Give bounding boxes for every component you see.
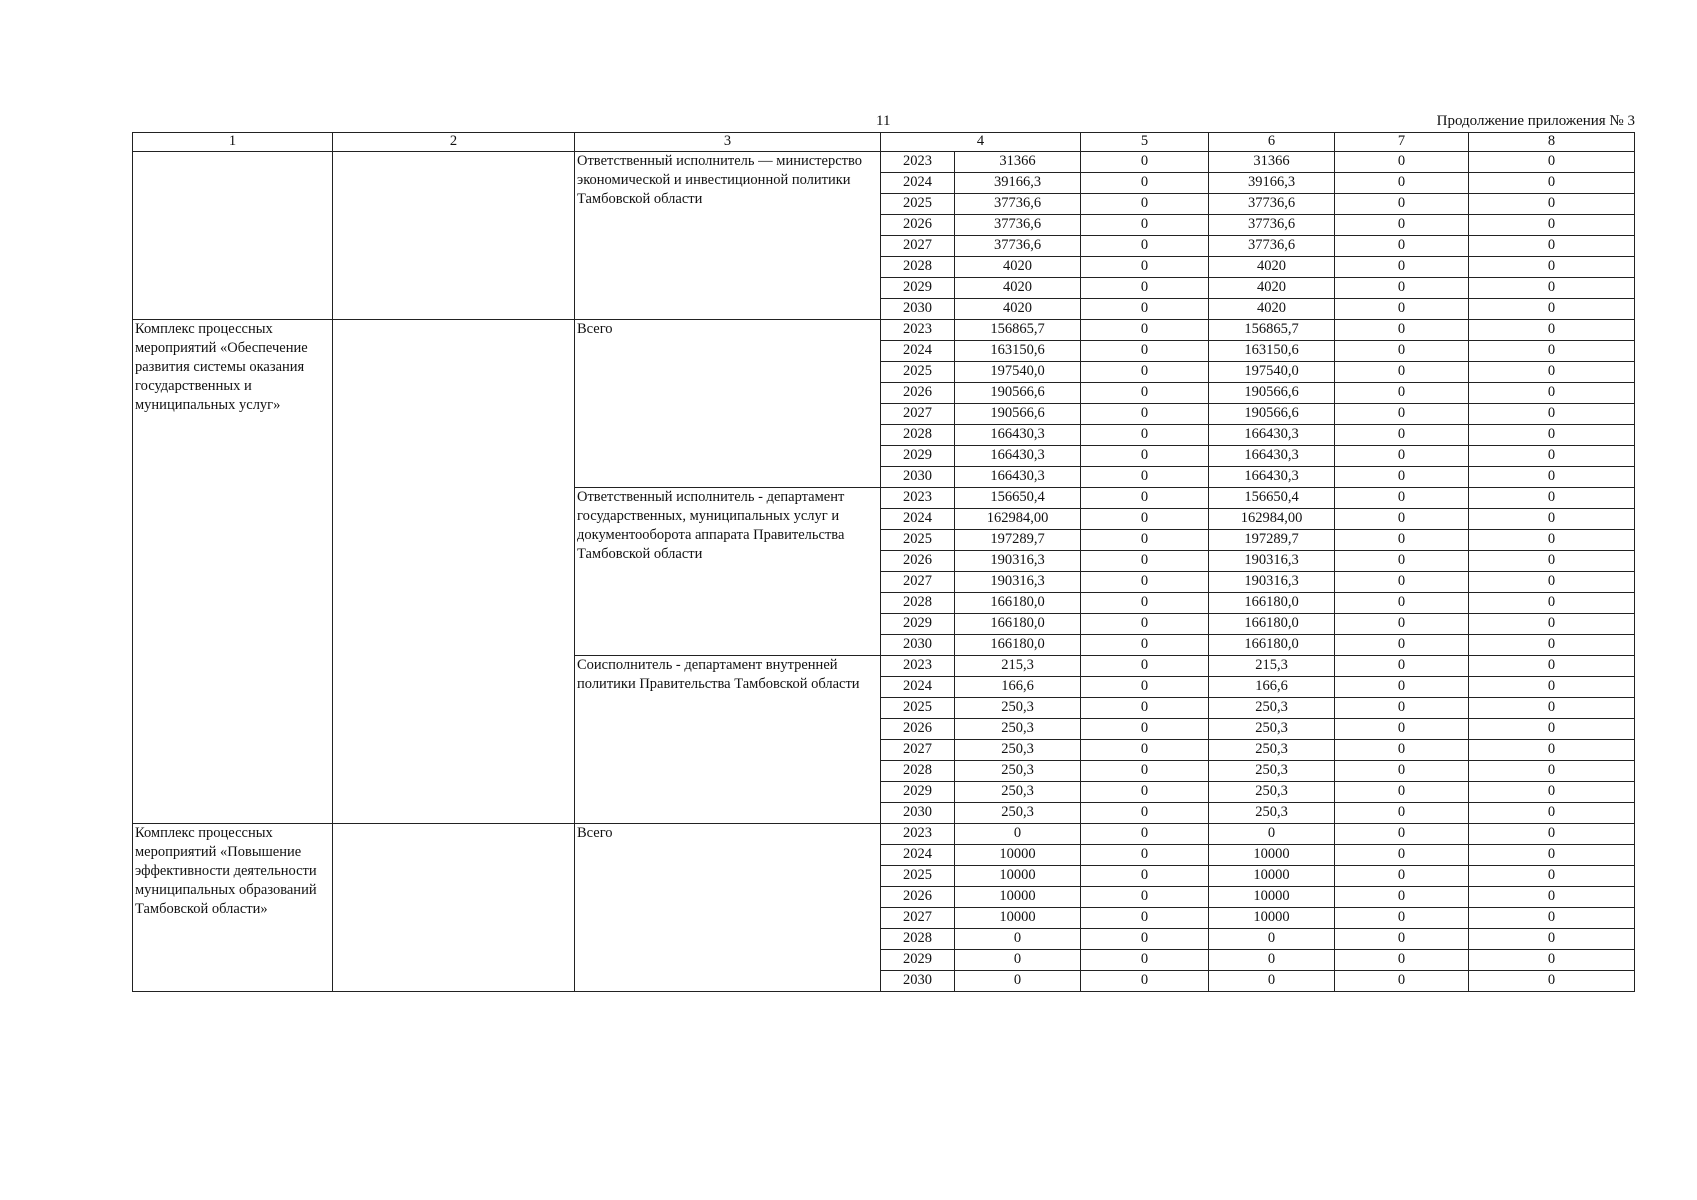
total-cell: 162984,00 — [955, 509, 1081, 530]
column-6-cell: 0 — [1209, 824, 1335, 845]
column-6-cell: 0 — [1209, 950, 1335, 971]
column-8-cell: 0 — [1469, 488, 1635, 509]
column-7-cell: 0 — [1335, 446, 1469, 467]
total-cell: 250,3 — [955, 740, 1081, 761]
column-5-cell: 0 — [1081, 236, 1209, 257]
column-6-cell: 197540,0 — [1209, 362, 1335, 383]
column-5-cell: 0 — [1081, 320, 1209, 341]
column-8-cell: 0 — [1469, 446, 1635, 467]
column-8-cell: 0 — [1469, 761, 1635, 782]
total-cell: 166,6 — [955, 677, 1081, 698]
column-6-cell: 37736,6 — [1209, 215, 1335, 236]
year-cell: 2030 — [881, 803, 955, 824]
column-8-cell: 0 — [1469, 215, 1635, 236]
total-cell: 4020 — [955, 299, 1081, 320]
column-5-cell: 0 — [1081, 152, 1209, 173]
column-8-cell: 0 — [1469, 425, 1635, 446]
total-cell: 10000 — [955, 845, 1081, 866]
column-5-cell: 0 — [1081, 383, 1209, 404]
column-2-cell — [333, 320, 575, 824]
budget-table — [132, 132, 1635, 992]
column-7-cell: 0 — [1335, 509, 1469, 530]
year-cell: 2029 — [881, 950, 955, 971]
column-6-cell: 250,3 — [1209, 719, 1335, 740]
column-6-cell: 250,3 — [1209, 782, 1335, 803]
column-6-cell: 10000 — [1209, 866, 1335, 887]
column-2-cell — [333, 824, 575, 992]
column-5-cell: 0 — [1081, 908, 1209, 929]
year-cell: 2027 — [881, 572, 955, 593]
column-6-cell: 166180,0 — [1209, 635, 1335, 656]
column-8-cell: 0 — [1469, 173, 1635, 194]
column-6-cell: 250,3 — [1209, 803, 1335, 824]
column-header-4: 4 — [881, 133, 1081, 152]
column-6-cell: 10000 — [1209, 908, 1335, 929]
column-7-cell: 0 — [1335, 173, 1469, 194]
column-5-cell: 0 — [1081, 719, 1209, 740]
column-8-cell: 0 — [1469, 950, 1635, 971]
column-7-cell: 0 — [1335, 908, 1469, 929]
column-6-cell: 197289,7 — [1209, 530, 1335, 551]
total-cell: 166430,3 — [955, 425, 1081, 446]
year-cell: 2028 — [881, 257, 955, 278]
column-header-2: 2 — [333, 133, 575, 152]
column-8-cell: 0 — [1469, 194, 1635, 215]
column-7-cell: 0 — [1335, 719, 1469, 740]
year-cell: 2030 — [881, 635, 955, 656]
column-7-cell: 0 — [1335, 614, 1469, 635]
column-6-cell: 190566,6 — [1209, 404, 1335, 425]
column-8-cell: 0 — [1469, 404, 1635, 425]
column-6-cell: 162984,00 — [1209, 509, 1335, 530]
total-cell: 10000 — [955, 908, 1081, 929]
column-header-3: 3 — [575, 133, 881, 152]
column-6-cell: 4020 — [1209, 257, 1335, 278]
executor-cell: Ответственный исполнитель - департамент государственных, муниципальных услуг и документооборота аппарата Правительства Тамбовской области — [575, 488, 881, 656]
column-5-cell: 0 — [1081, 425, 1209, 446]
page-number: 11 — [876, 113, 891, 129]
column-5-cell: 0 — [1081, 971, 1209, 992]
column-7-cell: 0 — [1335, 803, 1469, 824]
column-6-cell: 37736,6 — [1209, 236, 1335, 257]
column-7-cell: 0 — [1335, 425, 1469, 446]
column-6-cell: 0 — [1209, 929, 1335, 950]
year-cell: 2025 — [881, 194, 955, 215]
executor-cell: Соисполнитель - департамент внутренней политики Правительства Тамбовской области — [575, 656, 881, 824]
column-8-cell: 0 — [1469, 614, 1635, 635]
column-5-cell: 0 — [1081, 866, 1209, 887]
total-cell: 197289,7 — [955, 530, 1081, 551]
column-8-cell: 0 — [1469, 341, 1635, 362]
column-6-cell: 4020 — [1209, 278, 1335, 299]
table-row — [133, 152, 1635, 173]
column-header-5: 5 — [1081, 133, 1209, 152]
column-8-cell: 0 — [1469, 572, 1635, 593]
year-cell: 2028 — [881, 761, 955, 782]
column-8-cell: 0 — [1469, 929, 1635, 950]
column-6-cell: 250,3 — [1209, 698, 1335, 719]
total-cell: 166180,0 — [955, 635, 1081, 656]
column-7-cell: 0 — [1335, 257, 1469, 278]
total-cell: 10000 — [955, 887, 1081, 908]
year-cell: 2030 — [881, 467, 955, 488]
year-cell: 2030 — [881, 971, 955, 992]
year-cell: 2026 — [881, 215, 955, 236]
year-cell: 2027 — [881, 236, 955, 257]
column-8-cell: 0 — [1469, 740, 1635, 761]
column-5-cell: 0 — [1081, 677, 1209, 698]
total-cell: 166430,3 — [955, 467, 1081, 488]
column-7-cell: 0 — [1335, 887, 1469, 908]
column-5-cell: 0 — [1081, 404, 1209, 425]
column-7-cell: 0 — [1335, 194, 1469, 215]
total-cell: 250,3 — [955, 803, 1081, 824]
year-cell: 2024 — [881, 173, 955, 194]
column-5-cell: 0 — [1081, 362, 1209, 383]
year-cell: 2023 — [881, 656, 955, 677]
total-cell: 31366 — [955, 152, 1081, 173]
column-7-cell: 0 — [1335, 299, 1469, 320]
total-cell: 10000 — [955, 866, 1081, 887]
total-cell: 166180,0 — [955, 593, 1081, 614]
total-cell: 0 — [955, 824, 1081, 845]
column-8-cell: 0 — [1469, 593, 1635, 614]
total-cell: 250,3 — [955, 719, 1081, 740]
column-8-cell: 0 — [1469, 719, 1635, 740]
column-header-1: 1 — [133, 133, 333, 152]
column-6-cell: 163150,6 — [1209, 341, 1335, 362]
year-cell: 2027 — [881, 908, 955, 929]
column-header-6: 6 — [1209, 133, 1335, 152]
column-8-cell: 0 — [1469, 845, 1635, 866]
column-5-cell: 0 — [1081, 803, 1209, 824]
year-cell: 2026 — [881, 383, 955, 404]
total-cell: 4020 — [955, 278, 1081, 299]
column-6-cell: 166430,3 — [1209, 446, 1335, 467]
column-6-cell: 156650,4 — [1209, 488, 1335, 509]
column-header-7: 7 — [1335, 133, 1469, 152]
column-8-cell: 0 — [1469, 152, 1635, 173]
total-cell: 166180,0 — [955, 614, 1081, 635]
table-body — [133, 152, 1635, 992]
column-6-cell: 166,6 — [1209, 677, 1335, 698]
total-cell: 4020 — [955, 257, 1081, 278]
total-cell: 250,3 — [955, 782, 1081, 803]
column-6-cell: 0 — [1209, 971, 1335, 992]
column-8-cell: 0 — [1469, 299, 1635, 320]
column-7-cell: 0 — [1335, 383, 1469, 404]
column-5-cell: 0 — [1081, 341, 1209, 362]
column-6-cell: 190316,3 — [1209, 551, 1335, 572]
column-7-cell: 0 — [1335, 845, 1469, 866]
column-7-cell: 0 — [1335, 929, 1469, 950]
column-7-cell: 0 — [1335, 824, 1469, 845]
column-5-cell: 0 — [1081, 530, 1209, 551]
column-8-cell: 0 — [1469, 908, 1635, 929]
column-5-cell: 0 — [1081, 950, 1209, 971]
year-cell: 2028 — [881, 425, 955, 446]
column-5-cell: 0 — [1081, 215, 1209, 236]
column-header-8: 8 — [1469, 133, 1635, 152]
year-cell: 2028 — [881, 593, 955, 614]
total-cell: 215,3 — [955, 656, 1081, 677]
total-cell: 37736,6 — [955, 215, 1081, 236]
column-5-cell: 0 — [1081, 467, 1209, 488]
column-5-cell: 0 — [1081, 593, 1209, 614]
year-cell: 2030 — [881, 299, 955, 320]
column-6-cell: 190316,3 — [1209, 572, 1335, 593]
column-7-cell: 0 — [1335, 236, 1469, 257]
column-5-cell: 0 — [1081, 614, 1209, 635]
column-8-cell: 0 — [1469, 677, 1635, 698]
total-cell: 37736,6 — [955, 236, 1081, 257]
total-cell: 0 — [955, 929, 1081, 950]
column-7-cell: 0 — [1335, 572, 1469, 593]
column-number-row — [133, 133, 1635, 152]
column-7-cell: 0 — [1335, 362, 1469, 383]
year-cell: 2027 — [881, 404, 955, 425]
column-6-cell: 250,3 — [1209, 761, 1335, 782]
total-cell: 39166,3 — [955, 173, 1081, 194]
column-8-cell: 0 — [1469, 257, 1635, 278]
column-8-cell: 0 — [1469, 530, 1635, 551]
column-5-cell: 0 — [1081, 656, 1209, 677]
column-7-cell: 0 — [1335, 404, 1469, 425]
column-5-cell: 0 — [1081, 929, 1209, 950]
year-cell: 2023 — [881, 824, 955, 845]
year-cell: 2025 — [881, 530, 955, 551]
total-cell: 190566,6 — [955, 404, 1081, 425]
column-5-cell: 0 — [1081, 698, 1209, 719]
total-cell: 163150,6 — [955, 341, 1081, 362]
column-7-cell: 0 — [1335, 950, 1469, 971]
column-5-cell: 0 — [1081, 194, 1209, 215]
year-cell: 2023 — [881, 488, 955, 509]
table-row — [133, 824, 1635, 845]
column-7-cell: 0 — [1335, 698, 1469, 719]
column-8-cell: 0 — [1469, 236, 1635, 257]
column-7-cell: 0 — [1335, 152, 1469, 173]
column-8-cell: 0 — [1469, 383, 1635, 404]
executor-cell: Ответственный исполнитель — министерство экономической и инвестиционной политики Тамбовской области — [575, 152, 881, 320]
column-5-cell: 0 — [1081, 488, 1209, 509]
column-5-cell: 0 — [1081, 761, 1209, 782]
column-5-cell: 0 — [1081, 509, 1209, 530]
column-5-cell: 0 — [1081, 782, 1209, 803]
column-7-cell: 0 — [1335, 341, 1469, 362]
column-6-cell: 190566,6 — [1209, 383, 1335, 404]
column-7-cell: 0 — [1335, 593, 1469, 614]
total-cell: 166430,3 — [955, 446, 1081, 467]
year-cell: 2029 — [881, 446, 955, 467]
continuation-label: Продолжение приложения № 3 — [1436, 113, 1635, 129]
year-cell: 2025 — [881, 698, 955, 719]
year-cell: 2024 — [881, 677, 955, 698]
total-cell: 156865,7 — [955, 320, 1081, 341]
column-5-cell: 0 — [1081, 887, 1209, 908]
column-8-cell: 0 — [1469, 467, 1635, 488]
column-5-cell: 0 — [1081, 572, 1209, 593]
column-6-cell: 166430,3 — [1209, 467, 1335, 488]
column-7-cell: 0 — [1335, 635, 1469, 656]
year-cell: 2029 — [881, 278, 955, 299]
year-cell: 2024 — [881, 845, 955, 866]
column-5-cell: 0 — [1081, 173, 1209, 194]
column-5-cell: 0 — [1081, 740, 1209, 761]
column-7-cell: 0 — [1335, 320, 1469, 341]
column-8-cell: 0 — [1469, 635, 1635, 656]
executor-cell: Всего — [575, 824, 881, 992]
column-7-cell: 0 — [1335, 782, 1469, 803]
year-cell: 2027 — [881, 740, 955, 761]
column-7-cell: 0 — [1335, 971, 1469, 992]
column-8-cell: 0 — [1469, 362, 1635, 383]
column-8-cell: 0 — [1469, 320, 1635, 341]
total-cell: 190566,6 — [955, 383, 1081, 404]
program-name-cell: Комплекс процессных мероприятий «Обеспечение развития системы оказания государственных и муниципальных услуг» — [133, 320, 333, 824]
table-row — [133, 320, 1635, 341]
column-5-cell: 0 — [1081, 845, 1209, 866]
program-name-cell: Комплекс процессных мероприятий «Повышение эффективности деятельности муниципальных образований Тамбовской области» — [133, 824, 333, 992]
total-cell: 37736,6 — [955, 194, 1081, 215]
column-8-cell: 0 — [1469, 824, 1635, 845]
column-6-cell: 31366 — [1209, 152, 1335, 173]
year-cell: 2024 — [881, 341, 955, 362]
column-6-cell: 215,3 — [1209, 656, 1335, 677]
year-cell: 2023 — [881, 320, 955, 341]
total-cell: 190316,3 — [955, 551, 1081, 572]
column-6-cell: 37736,6 — [1209, 194, 1335, 215]
year-cell: 2023 — [881, 152, 955, 173]
column-7-cell: 0 — [1335, 740, 1469, 761]
year-cell: 2026 — [881, 551, 955, 572]
column-5-cell: 0 — [1081, 551, 1209, 572]
column-6-cell: 10000 — [1209, 845, 1335, 866]
column-7-cell: 0 — [1335, 215, 1469, 236]
year-cell: 2025 — [881, 866, 955, 887]
column-8-cell: 0 — [1469, 278, 1635, 299]
year-cell: 2028 — [881, 929, 955, 950]
column-8-cell: 0 — [1469, 971, 1635, 992]
total-cell: 156650,4 — [955, 488, 1081, 509]
total-cell: 0 — [955, 950, 1081, 971]
year-cell: 2029 — [881, 614, 955, 635]
column-7-cell: 0 — [1335, 656, 1469, 677]
column-2-cell — [333, 152, 575, 320]
column-8-cell: 0 — [1469, 698, 1635, 719]
column-8-cell: 0 — [1469, 509, 1635, 530]
column-6-cell: 10000 — [1209, 887, 1335, 908]
column-7-cell: 0 — [1335, 761, 1469, 782]
program-name-cell — [133, 152, 333, 320]
column-6-cell: 39166,3 — [1209, 173, 1335, 194]
total-cell: 190316,3 — [955, 572, 1081, 593]
column-7-cell: 0 — [1335, 551, 1469, 572]
column-5-cell: 0 — [1081, 635, 1209, 656]
column-5-cell: 0 — [1081, 257, 1209, 278]
column-5-cell: 0 — [1081, 278, 1209, 299]
year-cell: 2026 — [881, 887, 955, 908]
column-5-cell: 0 — [1081, 446, 1209, 467]
column-7-cell: 0 — [1335, 530, 1469, 551]
column-5-cell: 0 — [1081, 299, 1209, 320]
column-7-cell: 0 — [1335, 278, 1469, 299]
column-6-cell: 166180,0 — [1209, 593, 1335, 614]
column-8-cell: 0 — [1469, 866, 1635, 887]
column-8-cell: 0 — [1469, 551, 1635, 572]
year-cell: 2025 — [881, 362, 955, 383]
total-cell: 0 — [955, 971, 1081, 992]
year-cell: 2024 — [881, 509, 955, 530]
column-6-cell: 156865,7 — [1209, 320, 1335, 341]
column-7-cell: 0 — [1335, 866, 1469, 887]
column-5-cell: 0 — [1081, 824, 1209, 845]
executor-cell: Всего — [575, 320, 881, 488]
year-cell: 2026 — [881, 719, 955, 740]
column-7-cell: 0 — [1335, 467, 1469, 488]
column-6-cell: 166430,3 — [1209, 425, 1335, 446]
column-8-cell: 0 — [1469, 656, 1635, 677]
column-8-cell: 0 — [1469, 803, 1635, 824]
column-6-cell: 4020 — [1209, 299, 1335, 320]
column-7-cell: 0 — [1335, 677, 1469, 698]
column-8-cell: 0 — [1469, 782, 1635, 803]
year-cell: 2029 — [881, 782, 955, 803]
column-6-cell: 250,3 — [1209, 740, 1335, 761]
column-6-cell: 166180,0 — [1209, 614, 1335, 635]
total-cell: 250,3 — [955, 761, 1081, 782]
column-8-cell: 0 — [1469, 887, 1635, 908]
column-7-cell: 0 — [1335, 488, 1469, 509]
total-cell: 250,3 — [955, 698, 1081, 719]
total-cell: 197540,0 — [955, 362, 1081, 383]
